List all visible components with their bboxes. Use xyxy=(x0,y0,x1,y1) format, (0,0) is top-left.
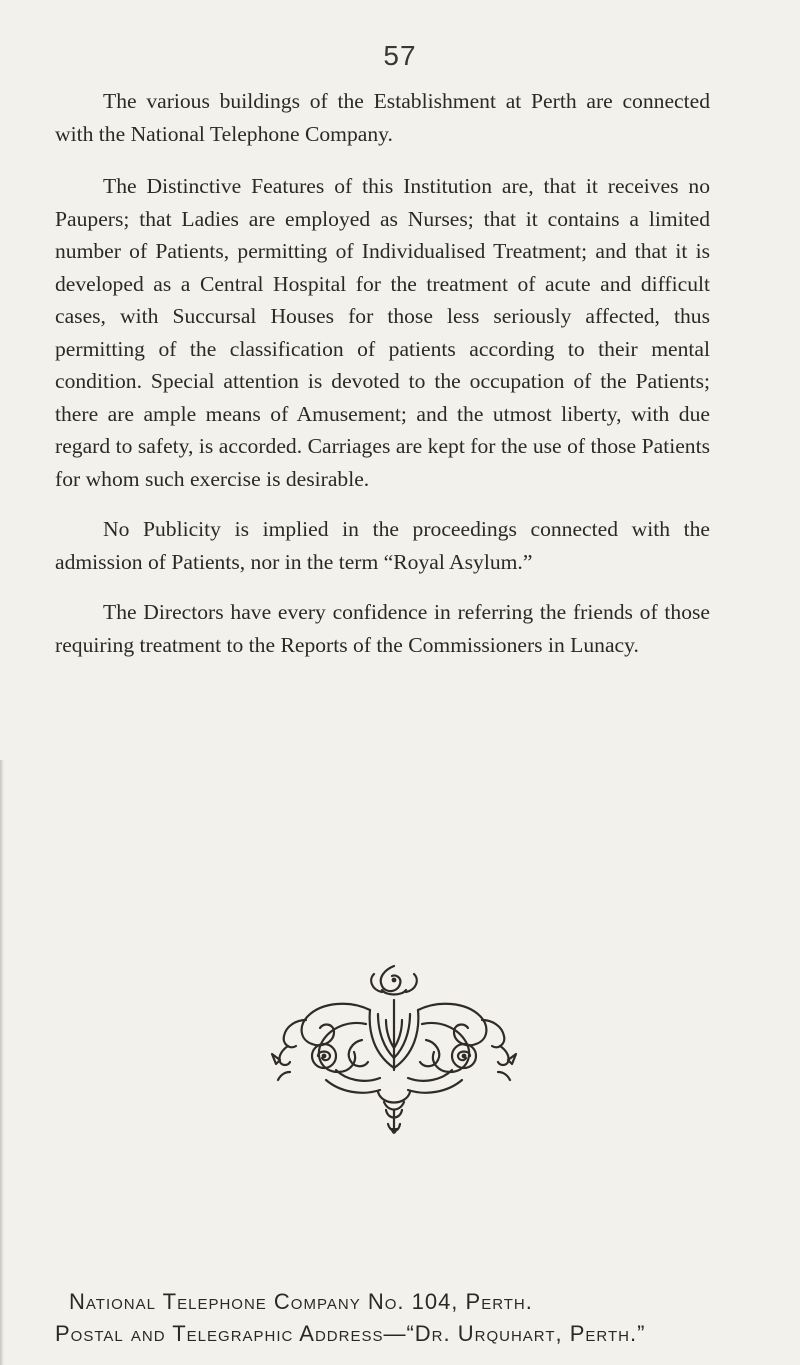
paragraph-directors: The Directors have every confidence in referring the friends of those requiring treatment to the Reports of the Commissioners in Lunacy. xyxy=(55,600,710,657)
paragraph-distinctive-features: The Distinctive Features of this Institution are, that it receives no Paupers; that Ladies are employed as Nurses; that it contains a limited number of Patients, permitting of Individualised Treatment; and that it is developed as a Central Hospital for the treatment of acute and difficult cases, with Succursal Houses for those less seriously affected, thus permitting of the classification of patients according to their mental condition. Special attention is devoted to the occupation of the Patients; there are ample means of Amusement; and the utmost liberty, with due regard to safety, is accorded. Carriages are kept for the use of those Patients for whom such exercise is desirable. xyxy=(55,174,710,491)
footer-postal-line: Postal and Telegraphic Address—“Dr. Urquhart, Perth.” xyxy=(55,1321,646,1346)
page-number: 57 xyxy=(383,40,417,71)
ornament-icon xyxy=(266,960,522,1142)
footer-address xyxy=(55,1286,735,1350)
footer-telephone-line: National Telephone Company No. 104, Perth. xyxy=(69,1289,533,1314)
body-text xyxy=(55,85,710,661)
page-edge-shadow xyxy=(0,760,4,1365)
paragraph-telephone: The various buildings of the Establishment at Perth are connected with the National Telephone Company. xyxy=(55,89,710,146)
paragraph-publicity: No Publicity is implied in the proceedings connected with the admission of Patients, nor in the term “Royal Asylum.” xyxy=(55,517,710,574)
